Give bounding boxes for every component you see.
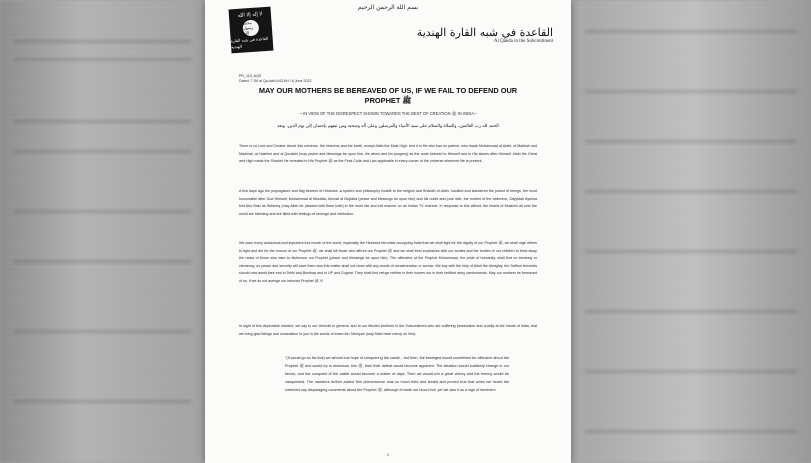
paragraph-2: A few days ago the propagators and flag bearers of Hindutva -a system and philosophy hostile to the religion and Shariah of Allah- insulted and slandered the purest of beings, the most honourable after God Himself, Muhammad al Mustafa, Ahmad al Mujtaba (peace and blessings be upon him) and his noble and pure wife, the mother of the believers, Sayyidah Ayesha bint Abu Bakr as Siddeeq (may Allah be pleased with them both) in the most vile and evil manner on an Indian TV channel. In response to this affront, the hearts of Muslims all over the world are bleeding and are filled with feelings of revenge and retribution. [239,189,537,216]
document-subtitle: ~ IN VIEW OF THE DISRESPECT SHOWN TOWARDS THE BEST OF CREATION ﷺ IN INDIA~ [299,111,477,116]
flag-seal: محمد رسول الله [242,19,259,36]
background-blur-left [0,0,205,463]
bismillah-heading: بسم الله الرحمن الرحيم [357,4,419,11]
arabic-introduction: الحمد لله رب العالمين، والصلاة والسلام على سيد الأنبياء والمرسلين وعلى آله وصحبه ومن تبعهم بإحسان إلى يوم الدين، وبعد [277,124,499,129]
document-date: Dated: 7 Dū al Qa-dah1443 AH / 6 June 2022 [239,79,312,83]
background-blur-right [571,0,811,463]
reference-number: PR_110_AQS [239,74,262,78]
document-title: MAY OUR MOTHERS BE BEREAVED OF US, IF WE FAIL TO DEFEND OUR PROPHET ﷺ [258,86,518,105]
page-number: 1 [386,452,390,457]
document-page [205,0,571,463]
flag-line-2: القاعدة في شبه القارة الهندية [230,35,269,49]
paragraph-4: In sight of this deplorable incident, we say to our Ummah in general, and to our Muslim brothers in the Subcontinent who are suffering persecution and cruelty at the hands of India, that we bring glad tidings and consolation to you in the words of Imam Ibn Taimiyah (may Allah have mercy on him): [239,324,537,336]
brand-arabic: القاعدة في شبه القارة الهندية [416,26,553,39]
block-quote: "(It would go so far that) we almost lost hope of conquering the castle....but then, the besieged would sometimes be offensive about the Prophet ﷺ and would try to dishonour him ﷺ, then their defeat would become apparent. The situation would suddenly change in our favour, and the conquest of the castle would become a matter of days. Then we would win a great victory and the enemy would be vanquished. The narrators further added 'this phenomenon was so much tried and tested and proved true that when we heard the wretches say disparaging comments about the Prophet ﷺ, although it made our blood boil, yet we saw it as a sign of imminent [285,356,509,393]
brand-english: Al Qaeda in the Subcontinent [493,39,553,44]
flag-line-1: لا إله إلا الله [237,10,263,19]
paragraph-3: We warn every audacious and impudent foul mouth of the world, especially the Hindutva terrorists occupying India that we shall fight for the dignity of our Prophet ﷺ, we shall urge others to fight and die for the honour of our Prophet ﷺ, we shall kill those who affront our Prophet ﷺ and we shall bind explosives with our bodies and the bodies of our children to blow away the ranks of those who dare to dishonour our Prophet (peace and blessings be upon him). The offenders of the Prophet Muhammad, the pride of humanity, shall find no amnesty or clemency; no peace and security will save them and this matter shall not close with any words of condemnation or sorrow. We say with the help of Allah the Almighty, the Saffron terrorists should now await their end in Delhi and Bombay and in UP and Gujarat. They shall find refuge neither in their homes nor in their fortified army cantonments. May our mothers be bereaved of us, if we do not avenge our beloved Prophet ﷺ !!! [239,241,537,283]
organization-brand [417,26,553,44]
document-meta [239,74,312,84]
flag-logo [229,7,274,54]
paragraph-1: There is no Lord and Creator above this universe, the heavens and the earth, except Allah the Most High. And it is He who has no partner, who made Muhammad al Arabi, of Makkah and Madinah, al Hashimi and al Quraishi (may peace and blessings be upon him, his wives and his progeny) as the most beloved to Himself and to His slaves after Himself. Allah the Great and High made the Shariah He revealed to His Prophet ﷺ as the Final Code and Law applicable in every corner of the universe wherever life is present. [239,144,537,164]
